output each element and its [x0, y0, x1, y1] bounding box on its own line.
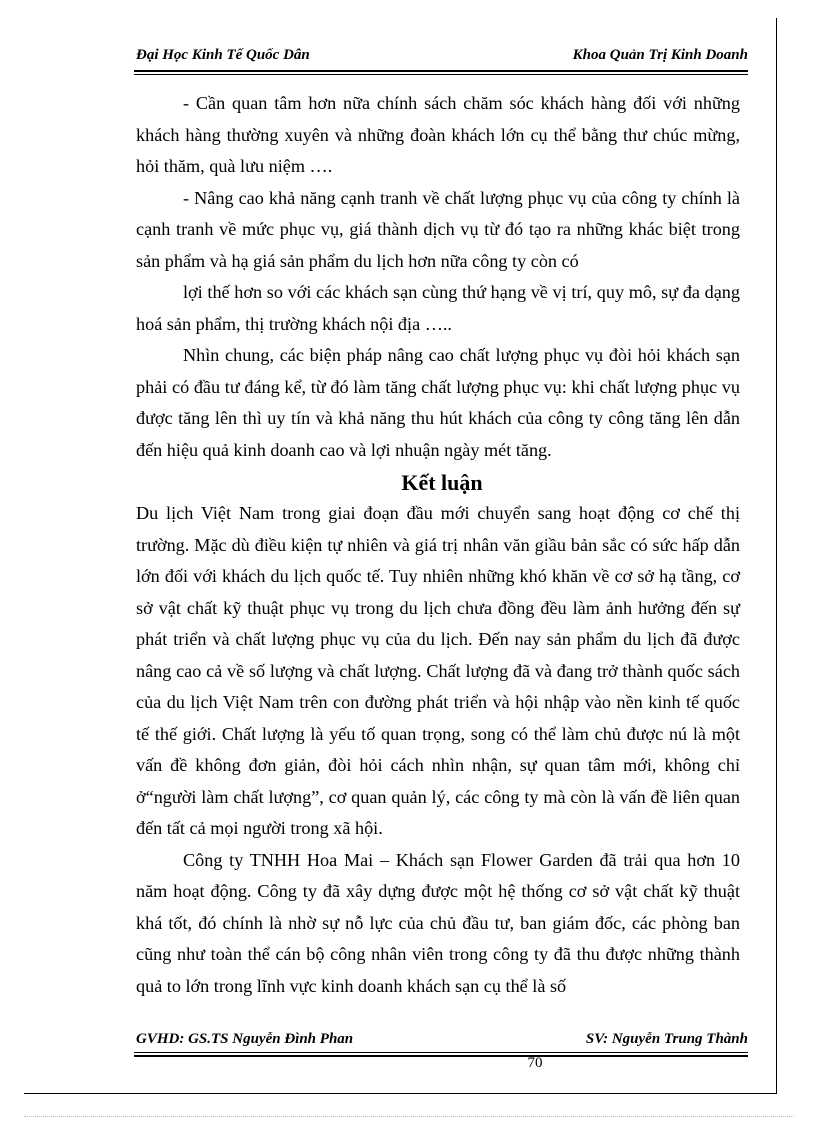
- section-heading-conclusion: Kết luận: [401, 470, 483, 495]
- page-border-right: [776, 18, 777, 1093]
- header-faculty: Khoa Quản Trị Kinh Doanh: [572, 47, 748, 63]
- footer-supervisor: GVHD: GS.TS Nguyễn Đình Phan: [136, 1031, 354, 1047]
- page-header: [134, 47, 748, 71]
- page-number: 70: [527, 1055, 543, 1071]
- footer-rule: [134, 1055, 748, 1057]
- paragraph-advantages: lợi thế hơn so với các khách sạn cùng thứ hạng về vị trí, quy mô, sự đa dạng hoá sản phẩm, thị trường khách nội địa …..: [136, 282, 740, 334]
- paragraph-customer-care: - Cần quan tâm hơn nữa chính sách chăm sóc khách hàng đối với những khách hàng thường xuyên và những đoàn khách lớn cụ thể bằng thư chúc mừng, hỏi thăm, quà lưu niệm ….: [136, 93, 740, 176]
- header-rule: [134, 70, 748, 72]
- page-edge-dotted: [24, 1116, 794, 1117]
- header-rule-thin: [134, 74, 748, 75]
- page-border-bottom: [24, 1093, 777, 1094]
- paragraph-conclusion: Du lịch Việt Nam trong giai đoạn đầu mới chuyển sang hoạt động cơ chế thị trường. Mặc dù điều kiện tự nhiên và giá trị nhân văn giầu bản sắc có sức hấp dẫn lớn đối với khách du lịch quốc tế. Tuy nhiên những khó khăn về cơ sở hạ tầng, cơ sở vật chất kỹ thuật phục vụ trong du lịch chưa đồng đều làm ảnh hưởng đến sự phát triển và chất lượng phục vụ của du lịch. Đến nay sản phẩm du lịch đã được nâng cao cả về số lượng và chất lượng. Chất lượng đã và đang trở thành quốc sách của du lịch Việt Nam trên con đường phát triển và hội nhập vào nền kinh tế quốc tế thế giới. Chất lượng là yếu tố quan trọng, song có thể làm chủ được nú là một vấn đề không đơn giản, đòi hỏi cách nhìn nhận, sự quan tâm mới, không chỉ ở“người làm chất lượng”, cơ quan quản lý, các công ty mà còn là vấn đề liên quan đến tất cả mọi người trong xã hội.: [136, 503, 740, 838]
- paragraph-company: Công ty TNHH Hoa Mai – Khách sạn Flower Garden đã trải qua hơn 10 năm hoạt động. Công ty đã xây dựng được một hệ thống cơ sở vật chất kỹ thuật khá tốt, đó chính là nhờ sự nỗ lực của chủ đầu tư, ban giám đốc, các phòng ban cũng như toàn thể cán bộ công nhân viên trong công ty đã thu được những thành quả to lớn trong lĩnh vực kinh doanh khách sạn cụ thể là số: [136, 849, 740, 996]
- document-body: [136, 88, 740, 1002]
- paragraph-summary: Nhìn chung, các biện pháp nâng cao chất lượng phục vụ đòi hỏi khách sạn phải có đầu tư đáng kể, từ đó làm tăng chất lượng phục vụ: khi chất lượng phục vụ được tăng lên thì uy tín và khả năng thu hút khách của công ty công tăng lên dẫn đến hiệu quả kinh doanh cao và lợi nhuận ngày mét tăng.: [136, 345, 740, 460]
- header-university: Đại Học Kinh Tế Quốc Dân: [136, 47, 310, 63]
- footer-student: SV: Nguyễn Trung Thành: [585, 1031, 748, 1047]
- paragraph-competitiveness: - Nâng cao khả năng cạnh tranh về chất lượng phục vụ của công ty chính là cạnh tranh về mức phục vụ, giá thành dịch vụ từ đó tạo ra những khác biệt trong sản phẩm và hạ giá sản phẩm du lịch hơn nữa công ty còn có: [136, 187, 740, 271]
- footer-rule-thin: [134, 1052, 748, 1053]
